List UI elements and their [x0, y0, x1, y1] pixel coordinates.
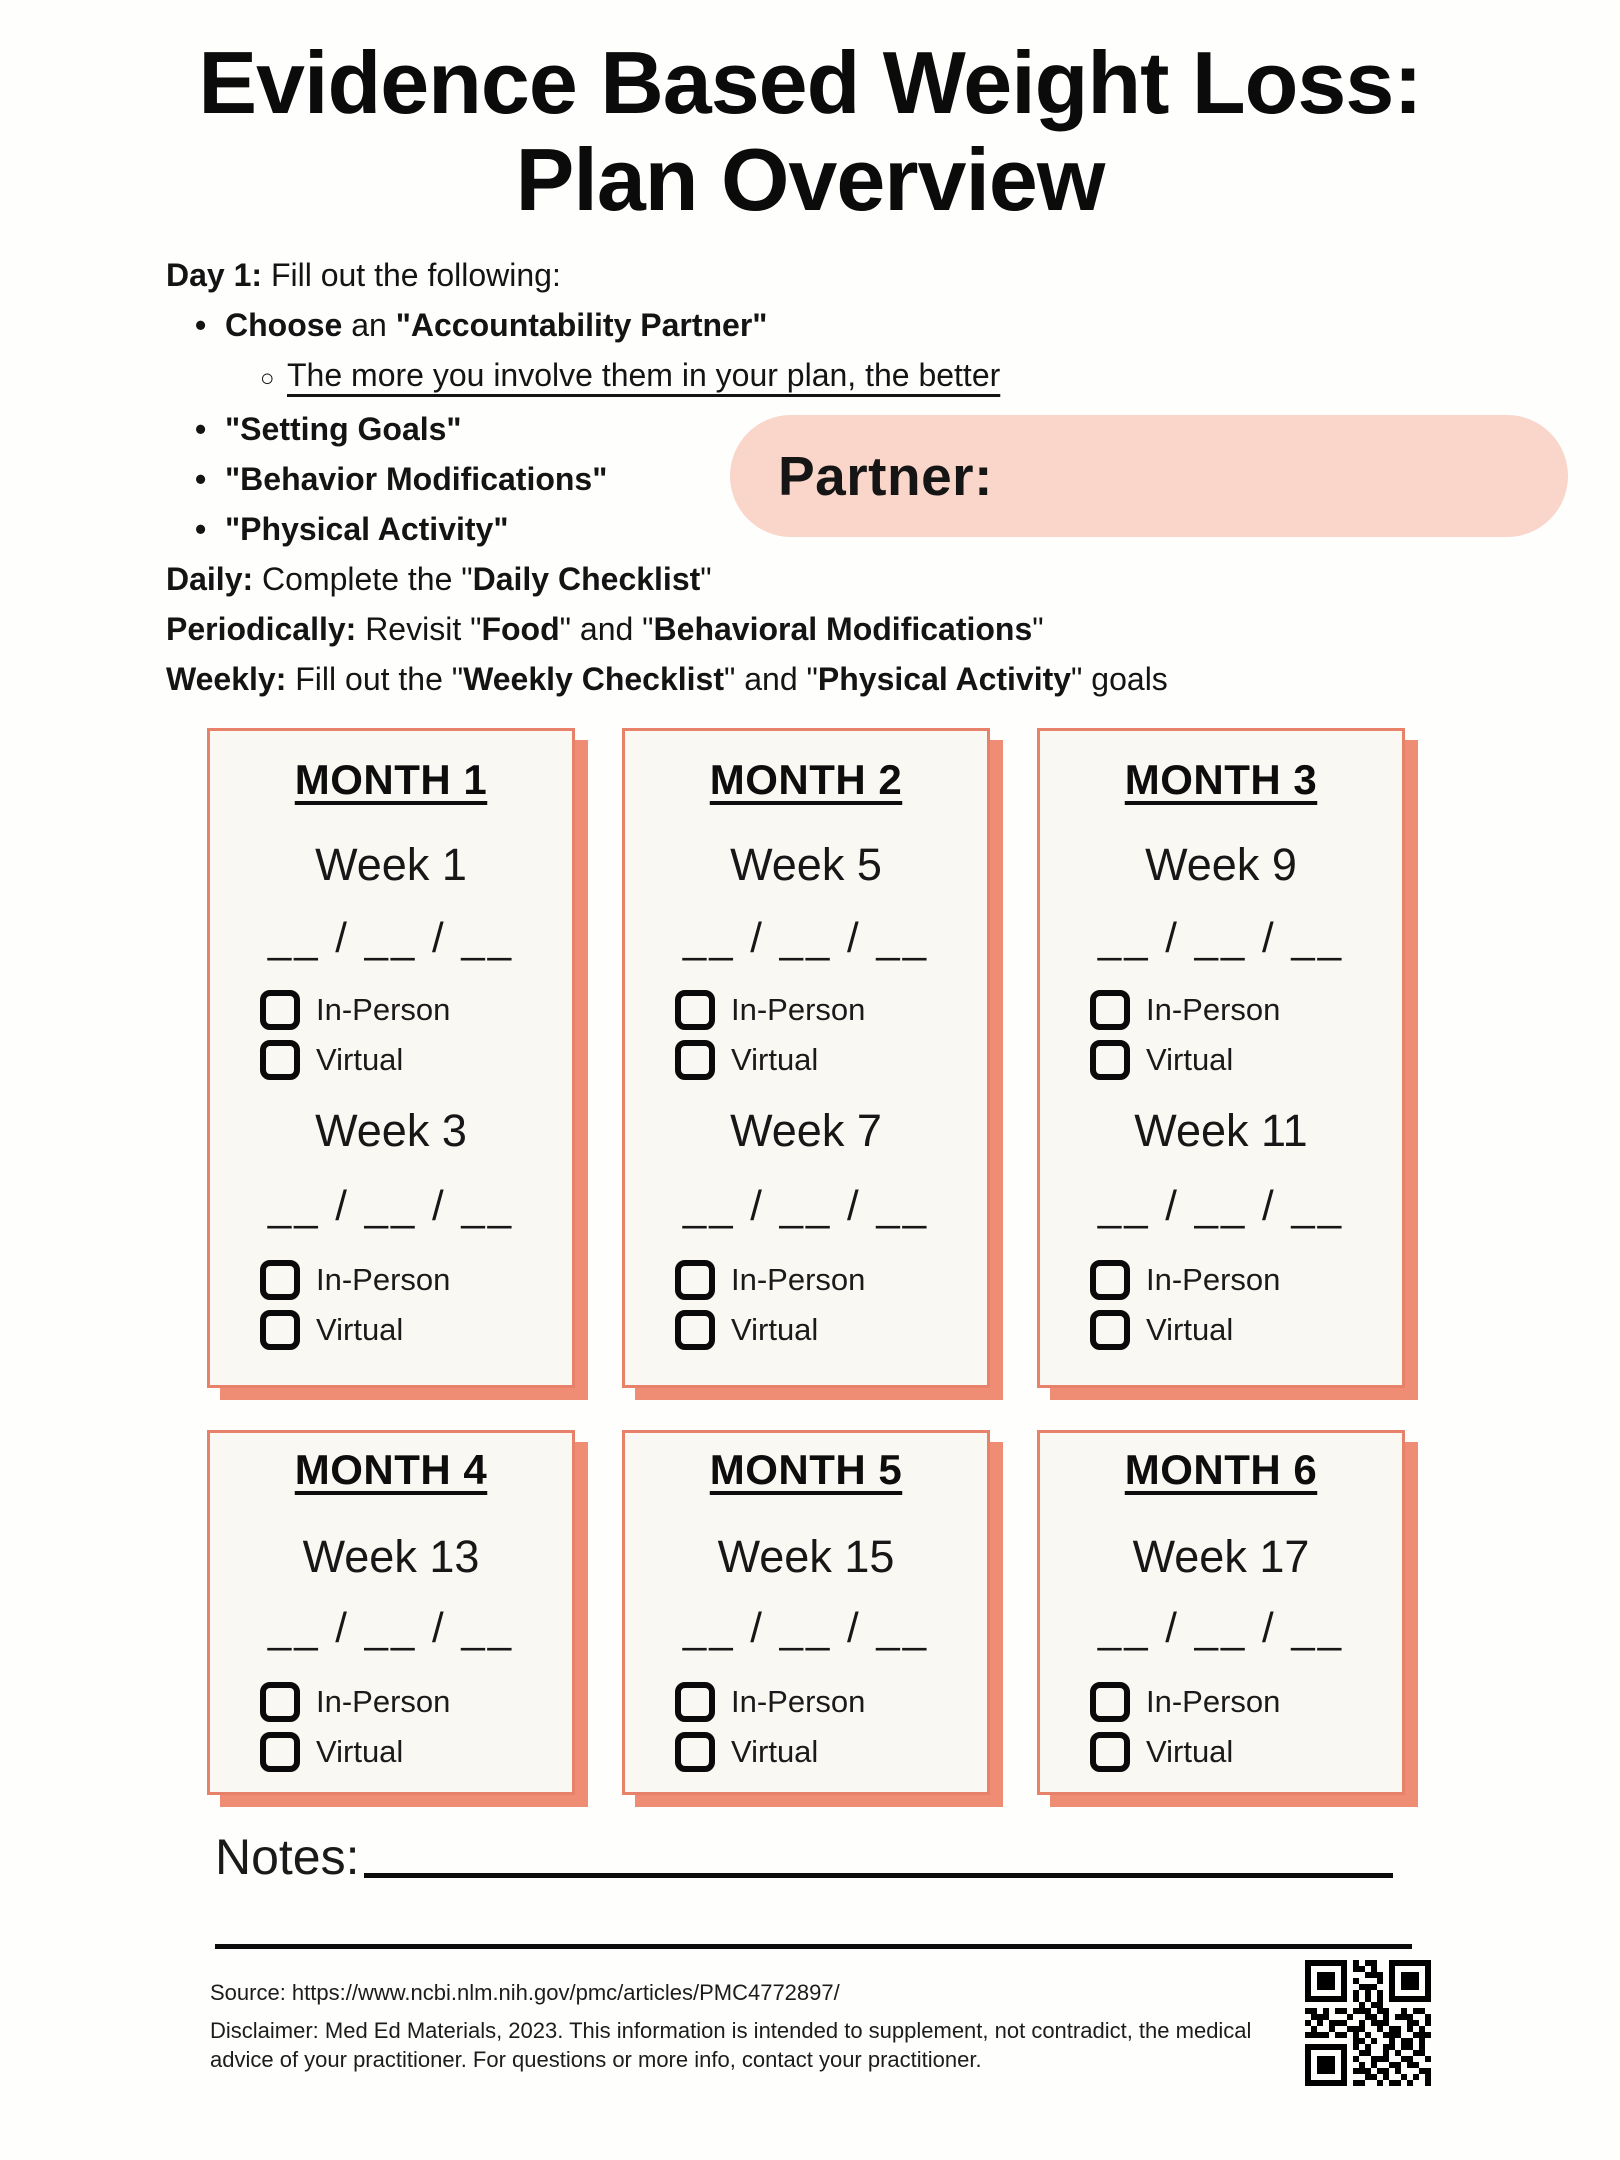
- virtual-checkbox[interactable]: [260, 1732, 300, 1772]
- week-11-label: Week 11: [1134, 1105, 1308, 1156]
- in-person-label: In-Person: [1146, 992, 1281, 1027]
- notes-section: [215, 1828, 1393, 1886]
- in-person-checkbox[interactable]: [260, 990, 300, 1030]
- week-9-session-options: [1090, 985, 1280, 1085]
- in-person-label: In-Person: [316, 992, 451, 1027]
- page-title: [0, 34, 1620, 228]
- week-7-session-options: [675, 1255, 865, 1355]
- virtual-label: Virtual: [316, 1734, 404, 1769]
- week-13-date-blank[interactable]: __ / __ / __: [267, 1604, 515, 1651]
- qr-code: [1305, 1960, 1431, 2086]
- virtual-label: Virtual: [1146, 1734, 1234, 1769]
- week-11-date-blank[interactable]: __ / __ / __: [1097, 1182, 1345, 1229]
- week-11-session-options: [1090, 1255, 1280, 1355]
- week-13-session-options: [260, 1677, 450, 1777]
- virtual-checkbox[interactable]: [675, 1732, 715, 1772]
- partner-field[interactable]: [730, 415, 1568, 537]
- in-person-checkbox[interactable]: [260, 1682, 300, 1722]
- in-person-label: In-Person: [731, 1684, 866, 1719]
- instruction-physical-activity: • "Physical Activity": [166, 504, 1168, 554]
- week-15-date-blank[interactable]: __ / __ / __: [682, 1604, 930, 1651]
- virtual-checkbox[interactable]: [675, 1310, 715, 1350]
- in-person-label: In-Person: [731, 992, 866, 1027]
- virtual-label: Virtual: [1146, 1312, 1234, 1347]
- week-9-date-blank[interactable]: __ / __ / __: [1097, 914, 1345, 961]
- week-5-label: Week 5: [730, 839, 882, 890]
- in-person-label: In-Person: [316, 1684, 451, 1719]
- month-1-title: MONTH 1: [294, 756, 488, 803]
- month-2-title: MONTH 2: [709, 756, 903, 803]
- disclaimer-text: Disclaimer: Med Ed Materials, 2023. This information is intended to supplement, not contradict, the medical advice of your practitioner. For questions or more info, contact your practitioner.: [210, 2018, 1252, 2072]
- month-5-card: [622, 1430, 990, 1795]
- month-2-card: [622, 728, 990, 1388]
- virtual-checkbox[interactable]: [260, 1310, 300, 1350]
- week-3-label: Week 3: [315, 1105, 467, 1156]
- virtual-checkbox[interactable]: [1090, 1310, 1130, 1350]
- month-5-title: MONTH 5: [709, 1446, 903, 1493]
- virtual-label: Virtual: [731, 1312, 819, 1347]
- instruction-setting-goals: • "Setting Goals": [166, 404, 1168, 454]
- instruction-daily: Daily: Complete the "Daily Checklist": [166, 561, 712, 597]
- month-4-card: [207, 1430, 575, 1795]
- page-title-line-2: Plan Overview: [515, 130, 1105, 229]
- week-15-label: Week 15: [717, 1531, 895, 1582]
- week-1-session-options: [260, 985, 450, 1085]
- in-person-label: In-Person: [731, 1262, 866, 1297]
- bullet-icon: •: [195, 307, 207, 343]
- week-5-date-blank[interactable]: __ / __ / __: [682, 914, 930, 961]
- bullet-icon: •: [195, 511, 207, 547]
- virtual-label: Virtual: [731, 1042, 819, 1077]
- instruction-choose-partner: • Choose an "Accountability Partner": [166, 300, 1168, 350]
- week-15-session-options: [675, 1677, 865, 1777]
- week-3-date-blank[interactable]: __ / __ / __: [267, 1182, 515, 1229]
- instruction-behavior-modifications: • "Behavior Modifications": [166, 454, 1168, 504]
- in-person-checkbox[interactable]: [675, 1260, 715, 1300]
- week-17-session-options: [1090, 1677, 1280, 1777]
- virtual-checkbox[interactable]: [675, 1040, 715, 1080]
- notes-line-1[interactable]: [364, 1873, 1393, 1878]
- open-bullet-icon: ○: [260, 365, 275, 392]
- month-3-title: MONTH 3: [1124, 756, 1318, 803]
- month-3-card: [1037, 728, 1405, 1388]
- bullet-icon: •: [195, 461, 207, 497]
- in-person-checkbox[interactable]: [675, 990, 715, 1030]
- virtual-checkbox[interactable]: [1090, 1040, 1130, 1080]
- notes-line-2[interactable]: [215, 1944, 1412, 1949]
- week-9-label: Week 9: [1145, 839, 1297, 890]
- virtual-checkbox[interactable]: [260, 1040, 300, 1080]
- month-4-title: MONTH 4: [294, 1446, 488, 1493]
- in-person-label: In-Person: [316, 1262, 451, 1297]
- virtual-label: Virtual: [731, 1734, 819, 1769]
- month-6-card: [1037, 1430, 1405, 1795]
- week-7-date-blank[interactable]: __ / __ / __: [682, 1182, 930, 1229]
- week-1-date-blank[interactable]: __ / __ / __: [267, 914, 515, 961]
- instruction-day1: Day 1: Fill out the following:: [166, 257, 561, 293]
- instruction-weekly: Weekly: Fill out the "Weekly Checklist" and "Physical Activity" goals: [166, 661, 1168, 697]
- month-1-card: [207, 728, 575, 1388]
- virtual-checkbox[interactable]: [1090, 1732, 1130, 1772]
- virtual-label: Virtual: [316, 1042, 404, 1077]
- week-17-label: Week 17: [1132, 1531, 1310, 1582]
- week-5-session-options: [675, 985, 865, 1085]
- instruction-involve-note: ○ The more you involve them in your plan, the better: [166, 350, 1168, 404]
- week-7-label: Week 7: [730, 1105, 882, 1156]
- in-person-checkbox[interactable]: [1090, 990, 1130, 1030]
- in-person-checkbox[interactable]: [260, 1260, 300, 1300]
- in-person-label: In-Person: [1146, 1262, 1281, 1297]
- notes-label: Notes:: [215, 1829, 360, 1885]
- in-person-checkbox[interactable]: [1090, 1260, 1130, 1300]
- week-17-date-blank[interactable]: __ / __ / __: [1097, 1604, 1345, 1651]
- in-person-checkbox[interactable]: [1090, 1682, 1130, 1722]
- partner-field-label: Partner:: [778, 445, 993, 507]
- page-title-line-1: Evidence Based Weight Loss:: [198, 33, 1422, 132]
- week-1-label: Week 1: [315, 839, 467, 890]
- in-person-checkbox[interactable]: [675, 1682, 715, 1722]
- week-13-label: Week 13: [302, 1531, 480, 1582]
- source-text: Source: https://www.ncbi.nlm.nih.gov/pmc/articles/PMC4772897/: [210, 1980, 840, 2005]
- virtual-label: Virtual: [316, 1312, 404, 1347]
- in-person-label: In-Person: [1146, 1684, 1281, 1719]
- bullet-icon: •: [195, 411, 207, 447]
- month-6-title: MONTH 6: [1124, 1446, 1318, 1493]
- week-3-session-options: [260, 1255, 450, 1355]
- virtual-label: Virtual: [1146, 1042, 1234, 1077]
- instruction-periodically: Periodically: Revisit "Food" and "Behavioral Modifications": [166, 611, 1044, 647]
